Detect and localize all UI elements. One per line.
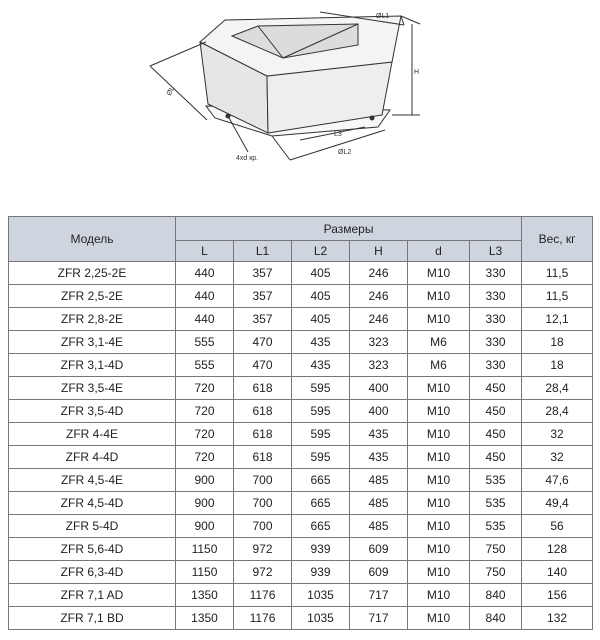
value-cell: M10 [408, 607, 470, 630]
value-cell: 323 [350, 354, 408, 377]
value-cell: 32 [522, 446, 593, 469]
value-cell: 1176 [234, 584, 292, 607]
model-cell: ZFR 3,1-4E [9, 331, 176, 354]
value-cell: 330 [470, 308, 522, 331]
table-row [9, 377, 593, 400]
value-cell: M10 [408, 400, 470, 423]
value-cell: 357 [234, 308, 292, 331]
value-cell: 900 [176, 492, 234, 515]
value-cell: 555 [176, 354, 234, 377]
table-row [9, 446, 593, 469]
value-cell: 900 [176, 469, 234, 492]
value-cell: 665 [292, 515, 350, 538]
value-cell: 330 [470, 285, 522, 308]
table-row [9, 561, 593, 584]
value-cell: 49,4 [522, 492, 593, 515]
header-model: Модель [9, 217, 176, 262]
value-cell: 1350 [176, 607, 234, 630]
value-cell: 717 [350, 607, 408, 630]
value-cell: 323 [350, 331, 408, 354]
value-cell: 1350 [176, 584, 234, 607]
table-header [9, 217, 593, 262]
value-cell: M10 [408, 423, 470, 446]
value-cell: 665 [292, 469, 350, 492]
value-cell: M10 [408, 538, 470, 561]
value-cell: 595 [292, 400, 350, 423]
value-cell: 400 [350, 400, 408, 423]
value-cell: 609 [350, 561, 408, 584]
table-row [9, 285, 593, 308]
model-cell: ZFR 3,5-4E [9, 377, 176, 400]
value-cell: 595 [292, 377, 350, 400]
value-cell: 595 [292, 423, 350, 446]
value-cell: M10 [408, 262, 470, 285]
table-body [9, 262, 593, 630]
value-cell: 11,5 [522, 285, 593, 308]
value-cell: 330 [470, 331, 522, 354]
value-cell: M10 [408, 446, 470, 469]
value-cell: 1176 [234, 607, 292, 630]
value-cell: 665 [292, 492, 350, 515]
model-cell: ZFR 4-4D [9, 446, 176, 469]
value-cell: 450 [470, 377, 522, 400]
model-cell: ZFR 5-4D [9, 515, 176, 538]
value-cell: 132 [522, 607, 593, 630]
model-cell: ZFR 5,6-4D [9, 538, 176, 561]
value-cell: M10 [408, 561, 470, 584]
value-cell: 720 [176, 446, 234, 469]
value-cell: 28,4 [522, 377, 593, 400]
value-cell: 900 [176, 515, 234, 538]
model-cell: ZFR 6,3-4D [9, 561, 176, 584]
model-cell: ZFR 2,25-2E [9, 262, 176, 285]
value-cell: 400 [350, 377, 408, 400]
model-cell: ZFR 2,8-2E [9, 308, 176, 331]
value-cell: 555 [176, 331, 234, 354]
value-cell: 972 [234, 538, 292, 561]
specification-table [8, 216, 593, 630]
header-dimensions: Размеры [176, 217, 522, 241]
value-cell: 435 [350, 423, 408, 446]
value-cell: 750 [470, 561, 522, 584]
label-l3: L3 [334, 131, 342, 138]
model-cell: ZFR 4-4E [9, 423, 176, 446]
label-dl1: ØL1 [376, 13, 390, 20]
value-cell: 717 [350, 584, 408, 607]
header-col-d: d [408, 241, 470, 262]
value-cell: 535 [470, 469, 522, 492]
value-cell: 140 [522, 561, 593, 584]
value-cell: 700 [234, 469, 292, 492]
value-cell: 18 [522, 331, 593, 354]
value-cell: 32 [522, 423, 593, 446]
table-row [9, 262, 593, 285]
label-d: 4xd кр. [236, 155, 259, 162]
header-col-l2: L2 [292, 241, 350, 262]
value-cell: 440 [176, 262, 234, 285]
table-row [9, 538, 593, 561]
value-cell: 330 [470, 354, 522, 377]
value-cell: 450 [470, 400, 522, 423]
table-row [9, 492, 593, 515]
table-row [9, 308, 593, 331]
value-cell: 720 [176, 377, 234, 400]
value-cell: 405 [292, 262, 350, 285]
value-cell: 47,6 [522, 469, 593, 492]
value-cell: 405 [292, 308, 350, 331]
value-cell: M10 [408, 377, 470, 400]
value-cell: 246 [350, 285, 408, 308]
value-cell: 56 [522, 515, 593, 538]
model-cell: ZFR 7,1 BD [9, 607, 176, 630]
table-row [9, 331, 593, 354]
model-cell: ZFR 4,5-4D [9, 492, 176, 515]
value-cell: 357 [234, 285, 292, 308]
value-cell: M6 [408, 331, 470, 354]
value-cell: 700 [234, 515, 292, 538]
value-cell: 972 [234, 561, 292, 584]
value-cell: 1035 [292, 607, 350, 630]
table-row [9, 584, 593, 607]
value-cell: 535 [470, 515, 522, 538]
model-cell: ZFR 4,5-4E [9, 469, 176, 492]
value-cell: 470 [234, 354, 292, 377]
value-cell: 1150 [176, 538, 234, 561]
value-cell: 405 [292, 285, 350, 308]
value-cell: 595 [292, 446, 350, 469]
model-cell: ZFR 3,1-4D [9, 354, 176, 377]
value-cell: 720 [176, 400, 234, 423]
fan-dimension-drawing [0, 0, 600, 210]
header-col-l3: L3 [470, 241, 522, 262]
table-row [9, 354, 593, 377]
model-cell: ZFR 7,1 AD [9, 584, 176, 607]
value-cell: 1150 [176, 561, 234, 584]
value-cell: M10 [408, 469, 470, 492]
value-cell: 609 [350, 538, 408, 561]
value-cell: 18 [522, 354, 593, 377]
value-cell: 435 [292, 331, 350, 354]
value-cell: 618 [234, 377, 292, 400]
table-row [9, 607, 593, 630]
value-cell: 750 [470, 538, 522, 561]
label-h: H [414, 69, 420, 76]
value-cell: 128 [522, 538, 593, 561]
value-cell: 12,1 [522, 308, 593, 331]
roof-fan-diagram [0, 0, 600, 210]
value-cell: 450 [470, 446, 522, 469]
value-cell: 840 [470, 607, 522, 630]
value-cell: 246 [350, 308, 408, 331]
value-cell: 435 [350, 446, 408, 469]
table-row [9, 423, 593, 446]
value-cell: 440 [176, 308, 234, 331]
value-cell: 485 [350, 469, 408, 492]
value-cell: 11,5 [522, 262, 593, 285]
value-cell: 700 [234, 492, 292, 515]
header-weight: Вес, кг [522, 217, 593, 262]
label-dl2: ØL2 [338, 149, 352, 156]
value-cell: 357 [234, 262, 292, 285]
table-row [9, 469, 593, 492]
table-row [9, 400, 593, 423]
value-cell: M6 [408, 354, 470, 377]
value-cell: 618 [234, 446, 292, 469]
value-cell: M10 [408, 308, 470, 331]
model-cell: ZFR 3,5-4D [9, 400, 176, 423]
value-cell: 450 [470, 423, 522, 446]
header-col-h: H [350, 241, 408, 262]
model-cell: ZFR 2,5-2E [9, 285, 176, 308]
value-cell: M10 [408, 584, 470, 607]
value-cell: 485 [350, 492, 408, 515]
value-cell: M10 [408, 285, 470, 308]
value-cell: 28,4 [522, 400, 593, 423]
value-cell: 939 [292, 538, 350, 561]
value-cell: 840 [470, 584, 522, 607]
value-cell: 618 [234, 400, 292, 423]
value-cell: M10 [408, 515, 470, 538]
value-cell: M10 [408, 492, 470, 515]
value-cell: 720 [176, 423, 234, 446]
table-row [9, 515, 593, 538]
value-cell: 156 [522, 584, 593, 607]
value-cell: 440 [176, 285, 234, 308]
value-cell: 618 [234, 423, 292, 446]
value-cell: 435 [292, 354, 350, 377]
value-cell: 939 [292, 561, 350, 584]
value-cell: 485 [350, 515, 408, 538]
value-cell: 1035 [292, 584, 350, 607]
value-cell: 330 [470, 262, 522, 285]
value-cell: 246 [350, 262, 408, 285]
value-cell: 470 [234, 331, 292, 354]
header-col-l1: L1 [234, 241, 292, 262]
header-col-l: L [176, 241, 234, 262]
value-cell: 535 [470, 492, 522, 515]
label-dl: ØL [165, 85, 177, 97]
